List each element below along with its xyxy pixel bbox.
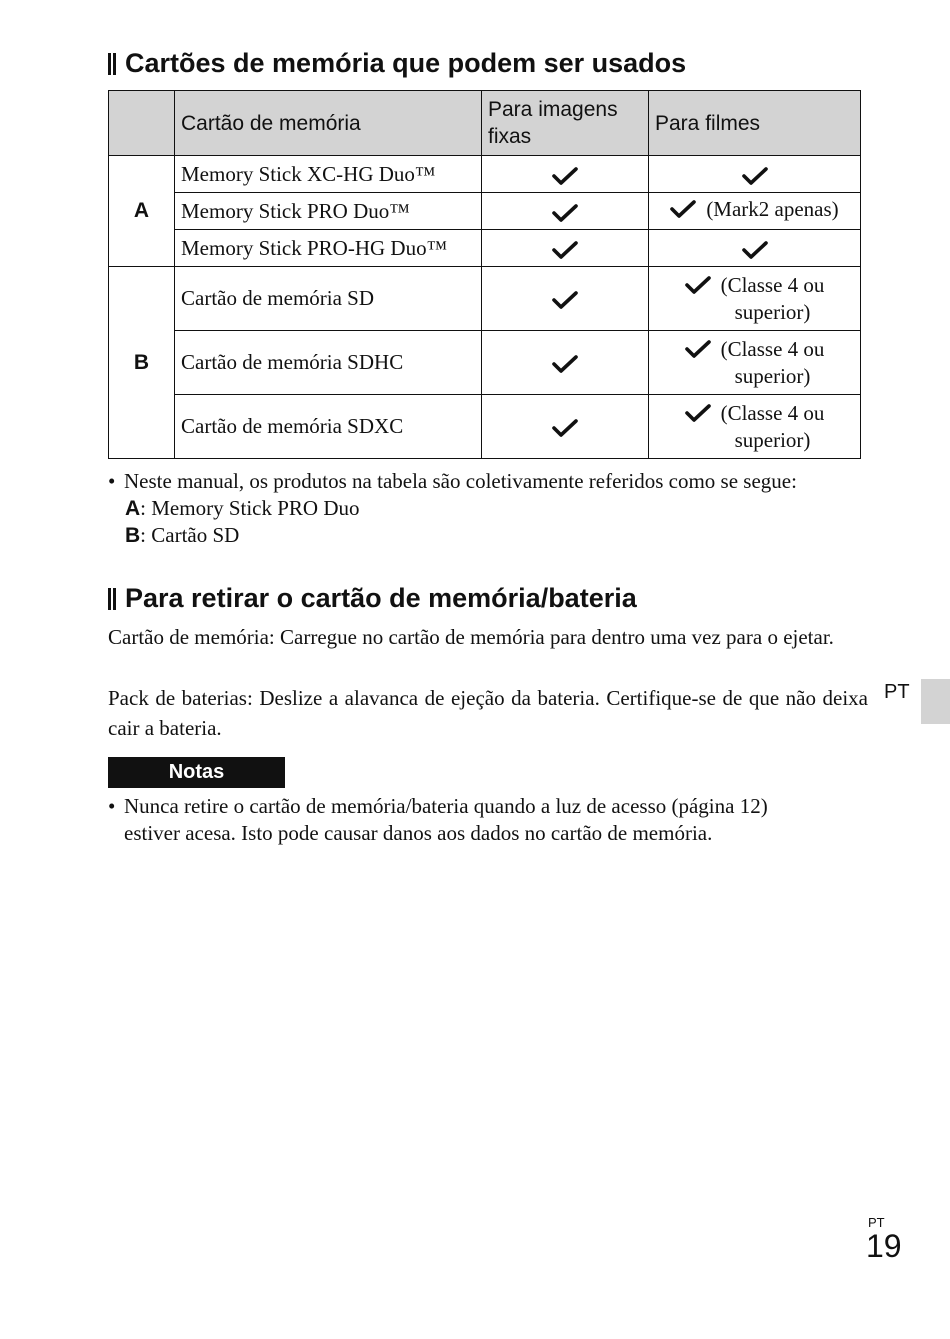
movie-note-line-2: superior) — [734, 363, 811, 388]
checkmark-icon — [685, 339, 711, 359]
still-support-cell — [482, 395, 649, 459]
definition-key: A — [125, 497, 141, 520]
movie-support-cell — [649, 193, 861, 230]
section-marker-icon — [108, 53, 116, 75]
section-title-text: Para retirar o cartão de memória/bateria — [125, 583, 637, 613]
page-language: PT — [868, 1215, 885, 1230]
checkmark-icon — [552, 203, 578, 223]
checkmark-icon — [685, 275, 711, 295]
card-name: Cartão de memória SD — [175, 267, 482, 331]
section-title-text: Cartões de memória que podem ser usados — [125, 48, 687, 78]
card-name: Memory Stick PRO Duo™ — [175, 193, 482, 230]
still-support-cell — [482, 156, 649, 193]
movie-note-line-2: superior) — [734, 299, 811, 324]
movie-support-cell — [649, 395, 861, 459]
definition-value: : Memory Stick PRO Duo — [140, 496, 360, 520]
still-support-cell — [482, 331, 649, 395]
movie-note-line-2: superior) — [734, 427, 811, 452]
table-row — [109, 267, 861, 331]
movie-note-line-1: (Classe 4 ou — [720, 336, 825, 361]
card-name: Memory Stick PRO-HG Duo™ — [175, 230, 482, 267]
still-support-cell — [482, 230, 649, 267]
checkmark-icon — [552, 166, 578, 186]
movie-support-with-note — [685, 400, 825, 454]
card-name: Cartão de memória SDXC — [175, 395, 482, 459]
table-header-row — [109, 91, 861, 156]
movie-support-cell — [649, 331, 861, 395]
table-header-movie: Para filmes — [649, 91, 861, 156]
group-label-a: A — [109, 156, 175, 267]
table-row — [109, 395, 861, 459]
checkmark-icon — [742, 240, 768, 260]
checkmark-icon — [670, 199, 696, 219]
definition-line-b — [108, 522, 868, 549]
list-item — [108, 793, 828, 847]
table-header-group — [109, 91, 175, 156]
table-header-still: Para imagens fixas — [482, 91, 649, 156]
notes-list — [108, 793, 828, 847]
movie-support-with-note — [670, 196, 838, 223]
section-marker-icon — [108, 588, 116, 610]
language-tab-marker — [921, 679, 950, 724]
movie-support-cell — [649, 267, 861, 331]
language-tab-label: PT — [884, 681, 910, 703]
notes-label: Notas — [108, 757, 285, 788]
checkmark-icon — [552, 240, 578, 260]
group-label-b: B — [109, 267, 175, 459]
table-note-text: Neste manual, os produtos na tabela são coletivamente referidos como se segue: — [124, 469, 797, 493]
definition-value: : Cartão SD — [140, 523, 240, 547]
still-support-cell — [482, 267, 649, 331]
checkmark-icon — [552, 418, 578, 438]
definition-key: B — [125, 524, 141, 547]
table-header-card: Cartão de memória — [175, 91, 482, 156]
movie-note — [721, 400, 825, 454]
memory-card-table — [108, 90, 861, 459]
card-name: Cartão de memória SDHC — [175, 331, 482, 395]
bullet-icon: • — [108, 794, 116, 818]
paragraph-battery: Pack de baterias: Deslize a alavanca de ejeção da bateria. Certifique-se de que não deixa cair a bateria. — [108, 686, 868, 740]
movie-support-cell — [649, 156, 861, 193]
table-note — [108, 468, 868, 549]
checkmark-icon — [685, 403, 711, 423]
table-row — [109, 331, 861, 395]
movie-note-line-1: (Classe 4 ou — [720, 400, 825, 425]
table-row — [109, 193, 861, 230]
note-text: Nunca retire o cartão de memória/bateria quando a luz de acesso (página 12) estiver acesa. Isto pode causar danos aos dados no cartão de memória. — [124, 794, 768, 845]
checkmark-icon — [552, 290, 578, 310]
definition-line-a — [108, 495, 868, 522]
movie-support-with-note — [685, 336, 825, 390]
movie-note — [721, 336, 825, 390]
movie-note-line-1: (Classe 4 ou — [720, 272, 825, 297]
table-row — [109, 156, 861, 193]
list-item — [108, 468, 868, 495]
movie-support-with-note — [685, 272, 825, 326]
checkmark-icon — [742, 166, 768, 186]
bullet-icon: • — [108, 469, 116, 493]
movie-note — [721, 272, 825, 326]
card-name: Memory Stick XC-HG Duo™ — [175, 156, 482, 193]
page-number: 19 — [866, 1228, 902, 1264]
still-support-cell — [482, 193, 649, 230]
section-title-remove-card — [108, 583, 637, 614]
movie-support-cell — [649, 230, 861, 267]
movie-note: (Mark2 apenas) — [706, 197, 839, 221]
checkmark-icon — [552, 354, 578, 374]
section-title-supported-cards — [108, 48, 686, 79]
paragraph-memory-card: Cartão de memória: Carregue no cartão de memória para dentro uma vez para o ejetar. — [108, 625, 834, 649]
table-row — [109, 230, 861, 267]
